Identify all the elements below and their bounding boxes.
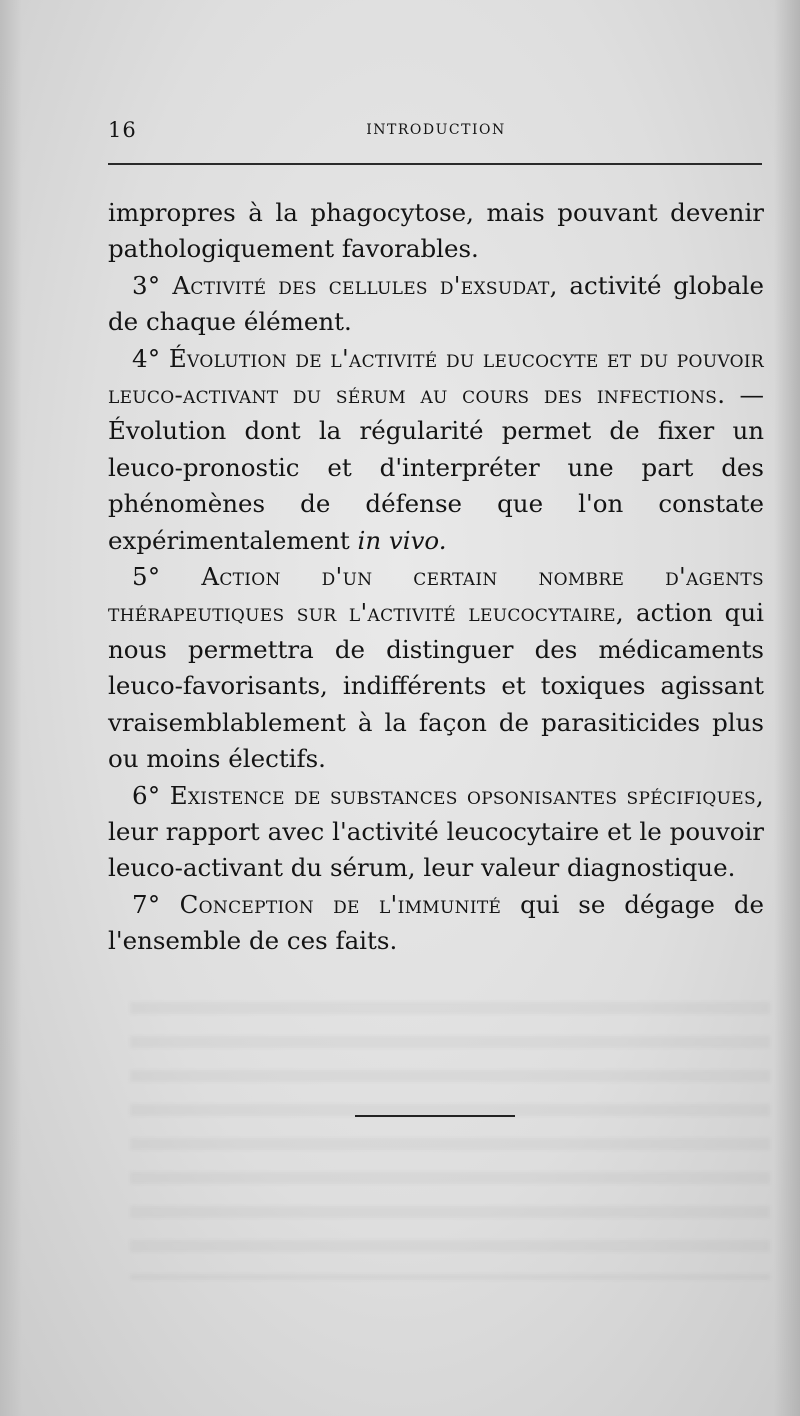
paragraph-continuation	[108, 195, 764, 268]
paragraph-text: impropres à la phagocytose, mais pouvant devenir pathologiquement favorables.	[108, 198, 764, 264]
paragraph-text: leur rapport avec l'activité leucocytaire et le pouvoir leuco-activant du sérum, leur valeur diagnostique.	[108, 816, 764, 883]
page-edge-shadow-left	[0, 0, 22, 1416]
paragraph-item-4	[108, 341, 764, 559]
paragraph-text: action qui nous permettra de distinguer des médicaments leuco-favorisants, indifférents et toxiques agissant vraisemblablement à la façon de parasiticides plus ou moins électifs.	[108, 598, 764, 774]
item-heading: 4° Évolution de l'activité du leucocyte et du pouvoir leuco-activant du sérum au cours des infections.	[108, 343, 764, 410]
paragraph-text: activité globale de chaque élément.	[108, 270, 764, 337]
page-number: 16	[108, 118, 137, 142]
page-header	[108, 118, 764, 148]
show-through-texture	[130, 980, 770, 1280]
item-heading: 5° Action d'un certain nombre d'agents thérapeutiques sur l'activité leucocytaire,	[108, 562, 764, 628]
item-heading: 3° Activité des cellules d'exsudat,	[132, 270, 558, 300]
section-end-rule	[355, 1115, 515, 1117]
header-rule	[108, 163, 762, 165]
paragraph-text: qui se dégage de l'ensemble de ces faits.	[108, 889, 765, 956]
page-edge-shadow-right	[774, 0, 800, 1416]
body-text	[108, 195, 764, 960]
paragraph-item-6	[108, 778, 764, 887]
paragraph-item-3	[108, 268, 764, 341]
item-heading: 6° Existence de substances opsonisantes spécifiques,	[132, 780, 764, 810]
item-heading: 7° Conception de l'immunité	[132, 889, 502, 919]
paragraph-item-5	[108, 559, 764, 777]
paragraph-text: — Évolution dont la régularité permet de fixer un leuco-pronostic et d'interpréter une part des phénomènes de défense que l'on constate expérimentalement	[108, 380, 765, 555]
italic-phrase: in vivo.	[357, 525, 447, 555]
running-title: INTRODUCTION	[366, 122, 506, 138]
paragraph-item-7	[108, 887, 764, 960]
